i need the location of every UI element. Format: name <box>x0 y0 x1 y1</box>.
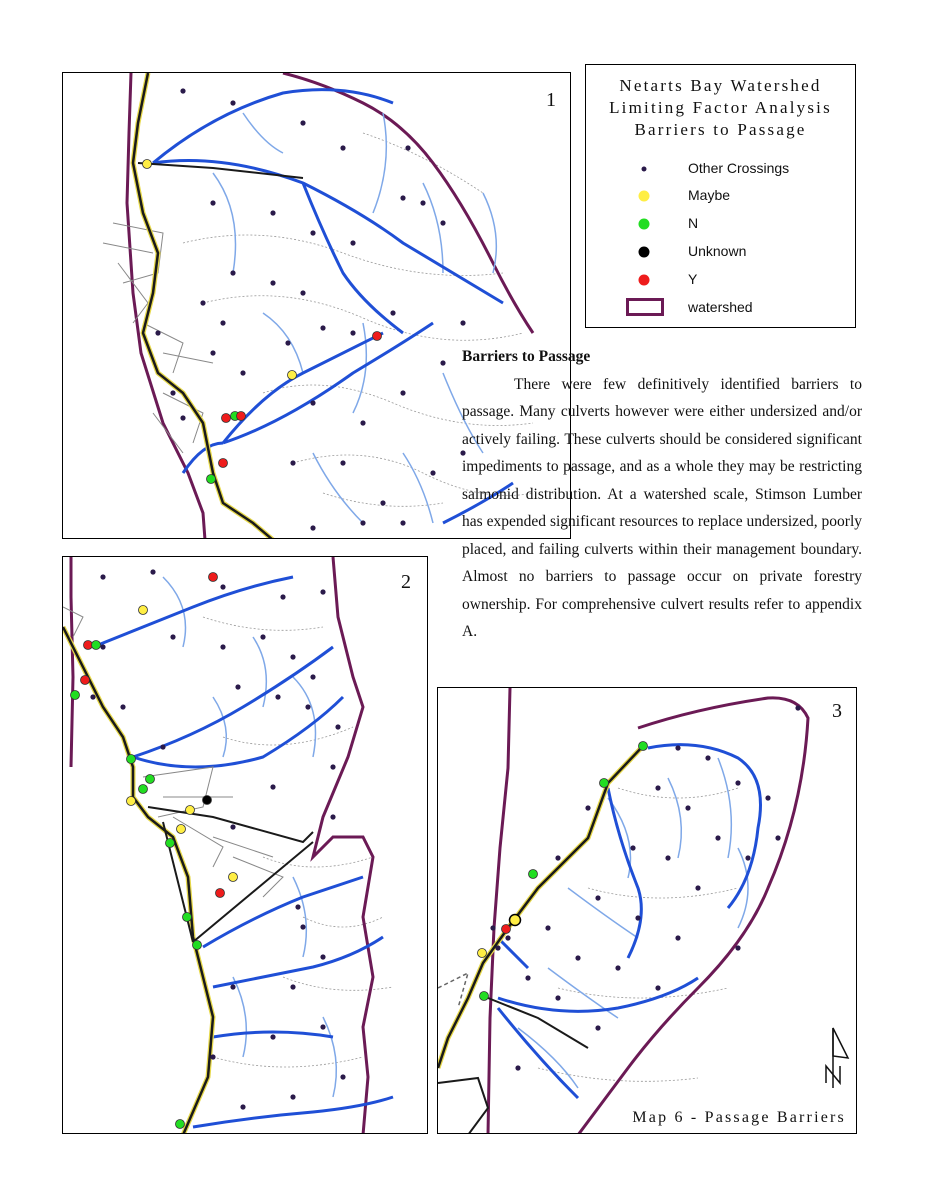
map-number-3: 3 <box>832 700 842 722</box>
circle-icon <box>639 275 650 286</box>
legend-item-watershed <box>586 296 855 320</box>
legend-title-line: Barriers to Passage <box>634 120 807 139</box>
circle-icon <box>639 219 650 230</box>
watershed-swatch-icon <box>626 298 664 316</box>
legend-item-unknown <box>586 240 855 264</box>
legend-label: Other Crossings <box>688 160 790 176</box>
legend-item-maybe <box>586 184 855 208</box>
legend-item-y <box>586 268 855 292</box>
main-road <box>133 73 273 539</box>
barrier-points <box>478 742 648 1001</box>
other-crossings <box>90 569 345 1109</box>
streams-major <box>498 745 761 1098</box>
circle-icon <box>639 191 650 202</box>
map-number-1: 1 <box>546 89 556 111</box>
legend-item-other-crossings <box>586 157 855 181</box>
section-body: There were few definitively identified barriers to passage. Many culverts however were either undersized and/or actively failing. These culverts should be considered significant impediments to passage, and as a whole they may be restricting salmonid distribution. At a watershed scale, Stimson Lumber has expended significant resources to replace undersized, poorly placed, and failing culverts within their management boundary. Almost no barriers to passage occur on private forestry ownership. For comprehensive culvert results refer to appendix A. <box>462 375 862 640</box>
legend-item-n <box>586 212 855 236</box>
other-crossings <box>155 88 465 530</box>
map-panel-2 <box>62 556 428 1134</box>
section-text <box>462 343 862 646</box>
legend-label: Y <box>688 271 698 287</box>
watershed-boundary <box>71 557 373 1134</box>
streams-minor <box>518 758 748 1088</box>
legend-label: watershed <box>688 299 753 315</box>
map-number-2: 2 <box>401 571 411 593</box>
north-arrow-icon <box>826 1028 848 1088</box>
streams-minor <box>163 577 336 1097</box>
map-3-canvas <box>438 688 857 1134</box>
section-heading: Barriers to Passage <box>462 348 591 365</box>
legend-title <box>586 75 855 141</box>
streams-major <box>153 90 513 523</box>
map-panel-3 <box>437 687 857 1134</box>
dot-icon <box>642 167 647 172</box>
town-roads <box>63 607 283 897</box>
main-road <box>63 627 213 1134</box>
map-legend <box>585 64 856 328</box>
map-caption: Map 6 - Passage Barriers <box>632 1109 846 1126</box>
legend-label: Maybe <box>688 187 731 203</box>
map-2-canvas <box>63 557 428 1134</box>
watershed-boundary <box>488 688 808 1134</box>
circle-icon <box>639 247 650 258</box>
legend-title-line: Netarts Bay Watershed <box>619 76 822 95</box>
barrier-points <box>143 160 382 484</box>
legend-label: N <box>688 215 699 231</box>
side-road <box>138 163 303 178</box>
legend-title-line: Limiting Factor Analysis <box>609 98 832 117</box>
legend-label: Unknown <box>688 243 747 259</box>
